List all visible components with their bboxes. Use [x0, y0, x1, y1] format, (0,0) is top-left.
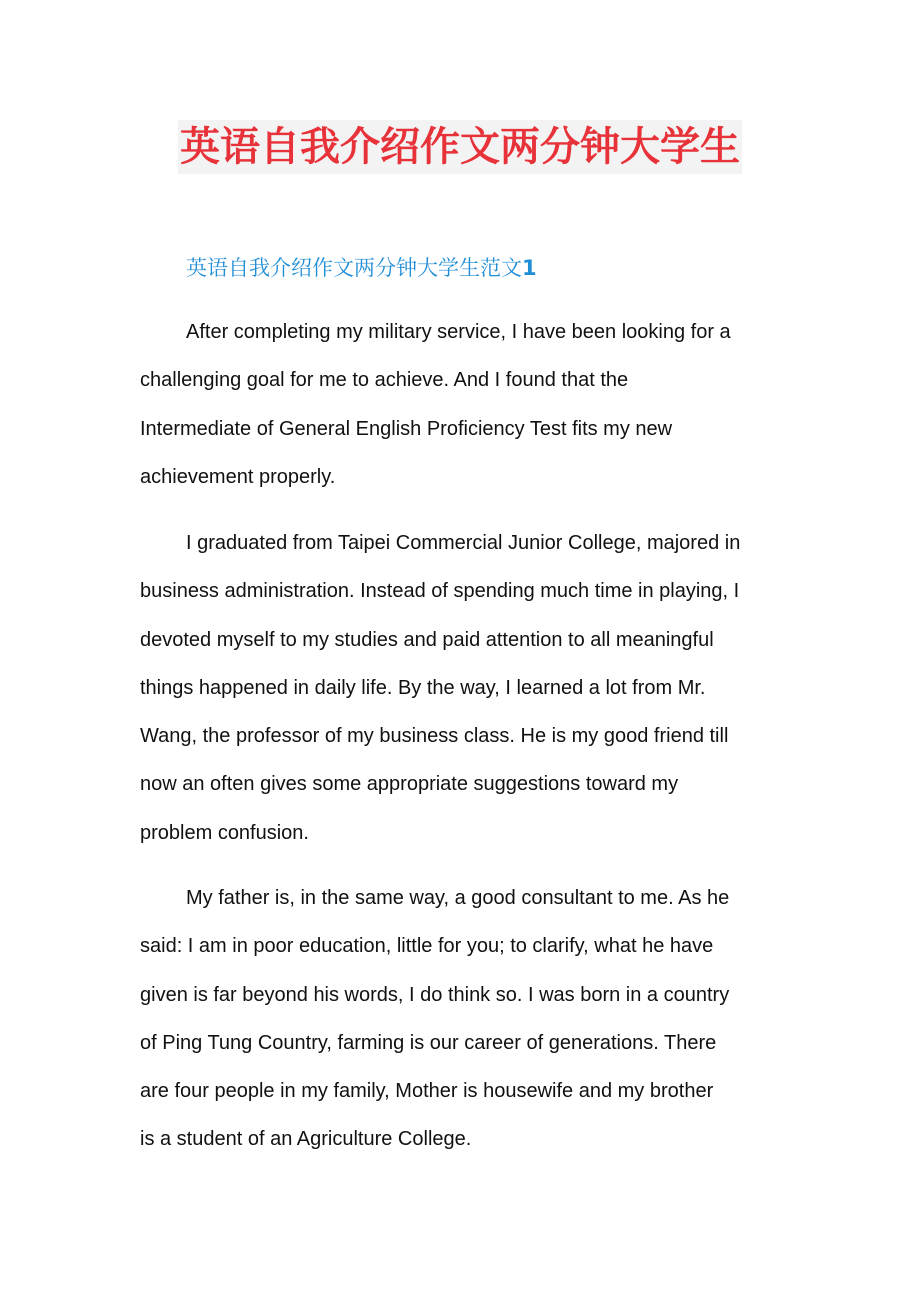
paragraph-3 — [140, 874, 780, 1164]
paragraph-line: devoted myself to my studies and paid attention to all meaningful — [140, 628, 714, 651]
paragraph-line: challenging goal for me to achieve. And I found that the — [140, 369, 629, 392]
paragraph-line: said: I am in poor education, little for you; to clarify, what he have — [140, 935, 714, 958]
paragraph-line: things happened in daily life. By the way, I learned a lot from Mr. — [140, 676, 706, 699]
paragraph-line: My father is, in the same way, a good consultant to me. As he — [186, 887, 730, 909]
paragraph-line: business administration. Instead of spending much time in playing, I — [140, 580, 740, 603]
paragraph-line: now an often gives some appropriate suggestions toward my — [140, 773, 679, 796]
paragraph-1 — [140, 308, 780, 501]
paragraph-line: are four people in my family, Mother is housewife and my brother — [140, 1080, 714, 1103]
document-title: 英语自我介绍作文两分钟大学生 — [178, 120, 742, 174]
paragraph-line: achievement properly. — [140, 465, 336, 488]
paragraph-line: of Ping Tung Country, farming is our career of generations. There — [140, 1031, 717, 1054]
paragraph-line: is a student of an Agriculture College. — [140, 1128, 472, 1151]
section-heading-number: 1 — [522, 256, 537, 280]
paragraph-line: Intermediate of General English Proficiency Test fits my new — [140, 417, 673, 440]
title-container — [0, 120, 920, 174]
paragraph-line: problem confusion. — [140, 821, 309, 844]
section-heading-text: 英语自我介绍作文两分钟大学生范文 — [186, 256, 522, 280]
section-heading — [186, 252, 537, 284]
paragraph-2 — [140, 519, 780, 857]
paragraph-line: After completing my military service, I have been looking for a — [186, 321, 731, 343]
paragraph-line: Wang, the professor of my business class. He is my good friend till — [140, 725, 729, 748]
paragraph-line: given is far beyond his words, I do think so. I was born in a country — [140, 983, 730, 1006]
paragraph-line: I graduated from Taipei Commercial Junior College, majored in — [186, 532, 741, 554]
